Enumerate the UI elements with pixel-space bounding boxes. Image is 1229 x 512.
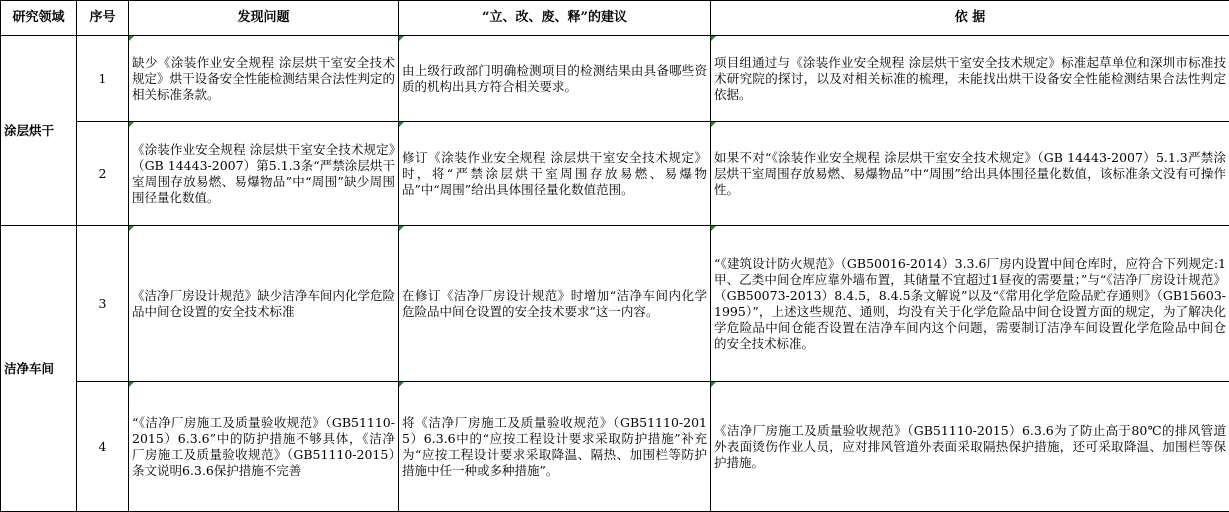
basis-text: “《建筑设计防火规范》（GB50016-2014）3.3.6厂房内设置中间仓库时，应符合下列规定:1 甲、乙类中间仓库应靠外墙布置，其储量不宜超过1昼夜的需要量；”与“《洁净厂房设计规范》（GB50073-2013）8.4.5，8.4.5条文解说”以及“《常用化学危险品贮存通则》（GB15603-1995）”，上述这些规范、通则，均没有关于化学危险品中间仓设置方面的规定，为了解决化学危险品中间仓能否设置在洁净车间内这个问题，需要制订洁净车间设置化学危险品中间仓的安全技术标准。 (714, 256, 1226, 351)
seq-cell: 4 (77, 382, 129, 512)
basis-text: 如果不对“《涂装作业安全规程 涂层烘干室安全技术规定》（GB 14443-2007）5.1.3严禁涂层烘干室周围存放易燃、易爆物品”中“周围”给出具体围径量化数值，该标准条文没有可操作性。 (714, 150, 1226, 197)
cell-corner-marker (399, 122, 404, 127)
problem-cell (129, 382, 399, 512)
basis-text: 项目组通过与《涂装作业安全规程 涂层烘干室安全技术规定》标准起草单位和深圳市标准技术研究院的探讨，以及对相关标准的梳理，未能找出烘干设备安全性能检测结果合法性判定依据。 (714, 55, 1226, 102)
seq-cell: 2 (77, 122, 129, 226)
problem-cell (129, 122, 399, 226)
header-seq: 序号 (77, 1, 129, 36)
seq-cell: 1 (77, 36, 129, 122)
header-problem: 发现问题 (129, 1, 399, 36)
seq-cell: 3 (77, 226, 129, 382)
basis-cell (711, 226, 1229, 382)
problem-text: 缺少《涂装作业安全规程 涂层烘干室安全技术规定》烘干设备安全性能检测结果合法性判定的相关标准条款。 (132, 55, 395, 102)
cell-corner-marker (711, 36, 716, 41)
problem-cell (129, 226, 399, 382)
cell-corner-marker (711, 122, 716, 127)
header-area: 研究领域 (1, 1, 77, 36)
problem-text: “《洁净厂房施工及质量验收规范》（GB51110-2015）6.3.6”中的防护措施不够具体，《洁净厂房施工及质量验收规范》（GB51110-2015）条文说明6.3.6保护措施不完善 (132, 415, 395, 478)
table-row (1, 382, 1229, 512)
cell-corner-marker (399, 226, 404, 231)
suggestion-cell (399, 226, 711, 382)
cell-corner-marker (129, 382, 134, 387)
suggestion-text: 修订《涂装作业安全规程 涂层烘干室安全技术规定》时，将“严禁涂层烘干室周围存放易燃、易爆物品”中“周围”给出具体围径量化数值范围。 (402, 150, 707, 197)
problem-text: 《洁净厂房设计规范》缺少洁净车间内化学危险品中间仓设置的安全技术标准 (132, 288, 395, 319)
cell-corner-marker (129, 226, 134, 231)
area-cell-clean-room: 洁净车间 (1, 226, 77, 512)
suggestion-cell (399, 382, 711, 512)
cell-corner-marker (399, 36, 404, 41)
cell-corner-marker (711, 226, 716, 231)
header-suggestion: “立、改、废、释”的建议 (399, 1, 711, 36)
problem-cell (129, 36, 399, 122)
basis-cell (711, 36, 1229, 122)
table-row (1, 36, 1229, 122)
suggestion-text: 将《洁净厂房施工及质量验收规范》（GB51110-2015）6.3.6中的“应按工程设计要求采取防护措施”补充为“应按工程设计要求采取降温、隔热、加围栏等防护措施中任一种或多种措施”。 (402, 415, 707, 478)
cell-corner-marker (711, 382, 716, 387)
suggestion-text: 由上级行政部门明确检测项目的检测结果由具备哪些资质的机构出具方符合相关要求。 (402, 63, 707, 94)
suggestion-cell (399, 122, 711, 226)
suggestion-text: 在修订《洁净厂房设计规范》时增加“洁净车间内化学危险品中间仓设置的安全技术要求”这一内容。 (402, 288, 707, 319)
header-basis: 依 据 (711, 1, 1229, 36)
basis-text: 《洁净厂房施工及质量验收规范》（GB51110-2015）6.3.6为了防止高于80℃的排风管道外表面烫伤作业人员，应对排风管道外表面采取隔热保护措施，还可采取降温、加围栏等保护措施。 (714, 423, 1226, 470)
cell-corner-marker (129, 36, 134, 41)
problem-text: 《涂装作业安全规程 涂层烘干室安全技术规定》（GB 14443-2007）第5.1.3条“严禁涂层烘干室周围存放易燃、易爆物品”中“周围”缺少周围围径量化数值。 (132, 142, 395, 205)
table-row (1, 226, 1229, 382)
basis-cell (711, 382, 1229, 512)
cell-corner-marker (129, 122, 134, 127)
header-row (1, 1, 1229, 36)
suggestion-cell (399, 36, 711, 122)
cell-corner-marker (399, 382, 404, 387)
table-row (1, 122, 1229, 226)
basis-cell (711, 122, 1229, 226)
area-cell-coating-drying: 涂层烘干 (1, 36, 77, 226)
